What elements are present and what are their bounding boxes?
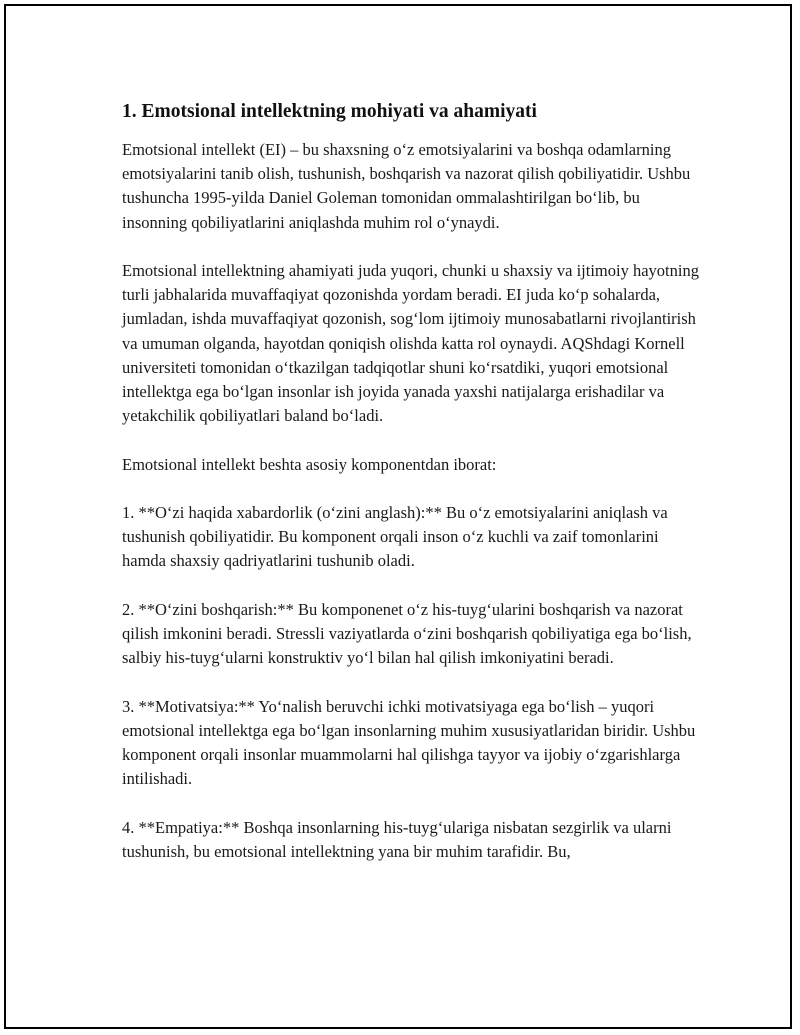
paragraph-definition: Emotsional intellekt (EI) – bu shaxsning o‘z emotsiyalarini va boshqa odamlarning emotsiyalarini tanib olish, tushunish, boshqarish va nazorat qilish qobiliyatidir. Ushbu tushuncha 1995-yilda Daniel Goleman tomonidan ommalashtirilgan bo‘lib, bu insonning qobiliyatlarini aniqlashda muhim rol o‘ynaydi. bbox=[122, 140, 691, 232]
paragraph-components-intro: Emotsional intellekt beshta asosiy komponentdan iborat: bbox=[122, 454, 497, 474]
section-heading: 1. Emotsional intellektning mohiyati va ahamiyati bbox=[122, 101, 537, 122]
paragraph-importance: Emotsional intellektning ahamiyati juda yuqori, chunki u shaxsiy va ijtimoiy hayotning turli jabhalarida muvaffaqiyat qozonishda yordam beradi. EI juda ko‘p sohalarda, jumladan, ishda muvaffaqiyat qozonish, sog‘lom ijtimoiy munosabatlarni rivojlantirish va umuman olganda, hayotdan qoniqish olishda katta rol oynaydi. AQShdagi Kornell universiteti tomonidan o‘tkazilgan tadqiqotlar shuni ko‘rsatdiki, yuqori emotsional intellektga ega bo‘lgan insonlar ish joyida yanada yaxshi natijalarga erishadilar va yetakchilik qobiliyatlari baland bo‘ladi. bbox=[122, 261, 699, 426]
list-item-motivation: 3. **Motivatsiya:** Yo‘nalish beruvchi ichki motivatsiyaga ega bo‘lish – yuqori emotsional intellektga ega bo‘lgan insonlarning muhim xususiyatlaridan biridir. Ushbu komponent orqali insonlar muammolarni hal qilishga tayyor va ijobiy o‘zgarishlarga intilishadi. bbox=[122, 696, 696, 789]
document-body bbox=[122, 98, 702, 888]
list-item-empathy: 4. **Empatiya:** Boshqa insonlarning his-tuyg‘ulariga nisbatan sezgirlik va ularni tushunish, bu emotsional intellektning yana bir muhim tarafidir. Bu, bbox=[122, 817, 672, 861]
list-item-self-management: 2. **O‘zini boshqarish:** Bu komponenet o‘z his-tuyg‘ularini boshqarish va nazorat qilish imkonini beradi. Stressli vaziyatlarda o‘zini boshqarish qobiliyatiga ega bo‘lish, salbiy his-tuyg‘ularni konstruktiv yo‘l bilan hal qilish imkoniyatini beradi. bbox=[122, 599, 692, 668]
list-item-self-awareness: 1. **O‘zi haqida xabardorlik (o‘zini anglash):** Bu o‘z emotsiyalarini aniqlash va tushunish qobiliyatidir. Bu komponent orqali inson o‘z kuchli va zaif tomonlarini hamda shaxsiy qadriyatlarini tushunib oladi. bbox=[122, 503, 668, 571]
document-page bbox=[4, 4, 792, 1029]
